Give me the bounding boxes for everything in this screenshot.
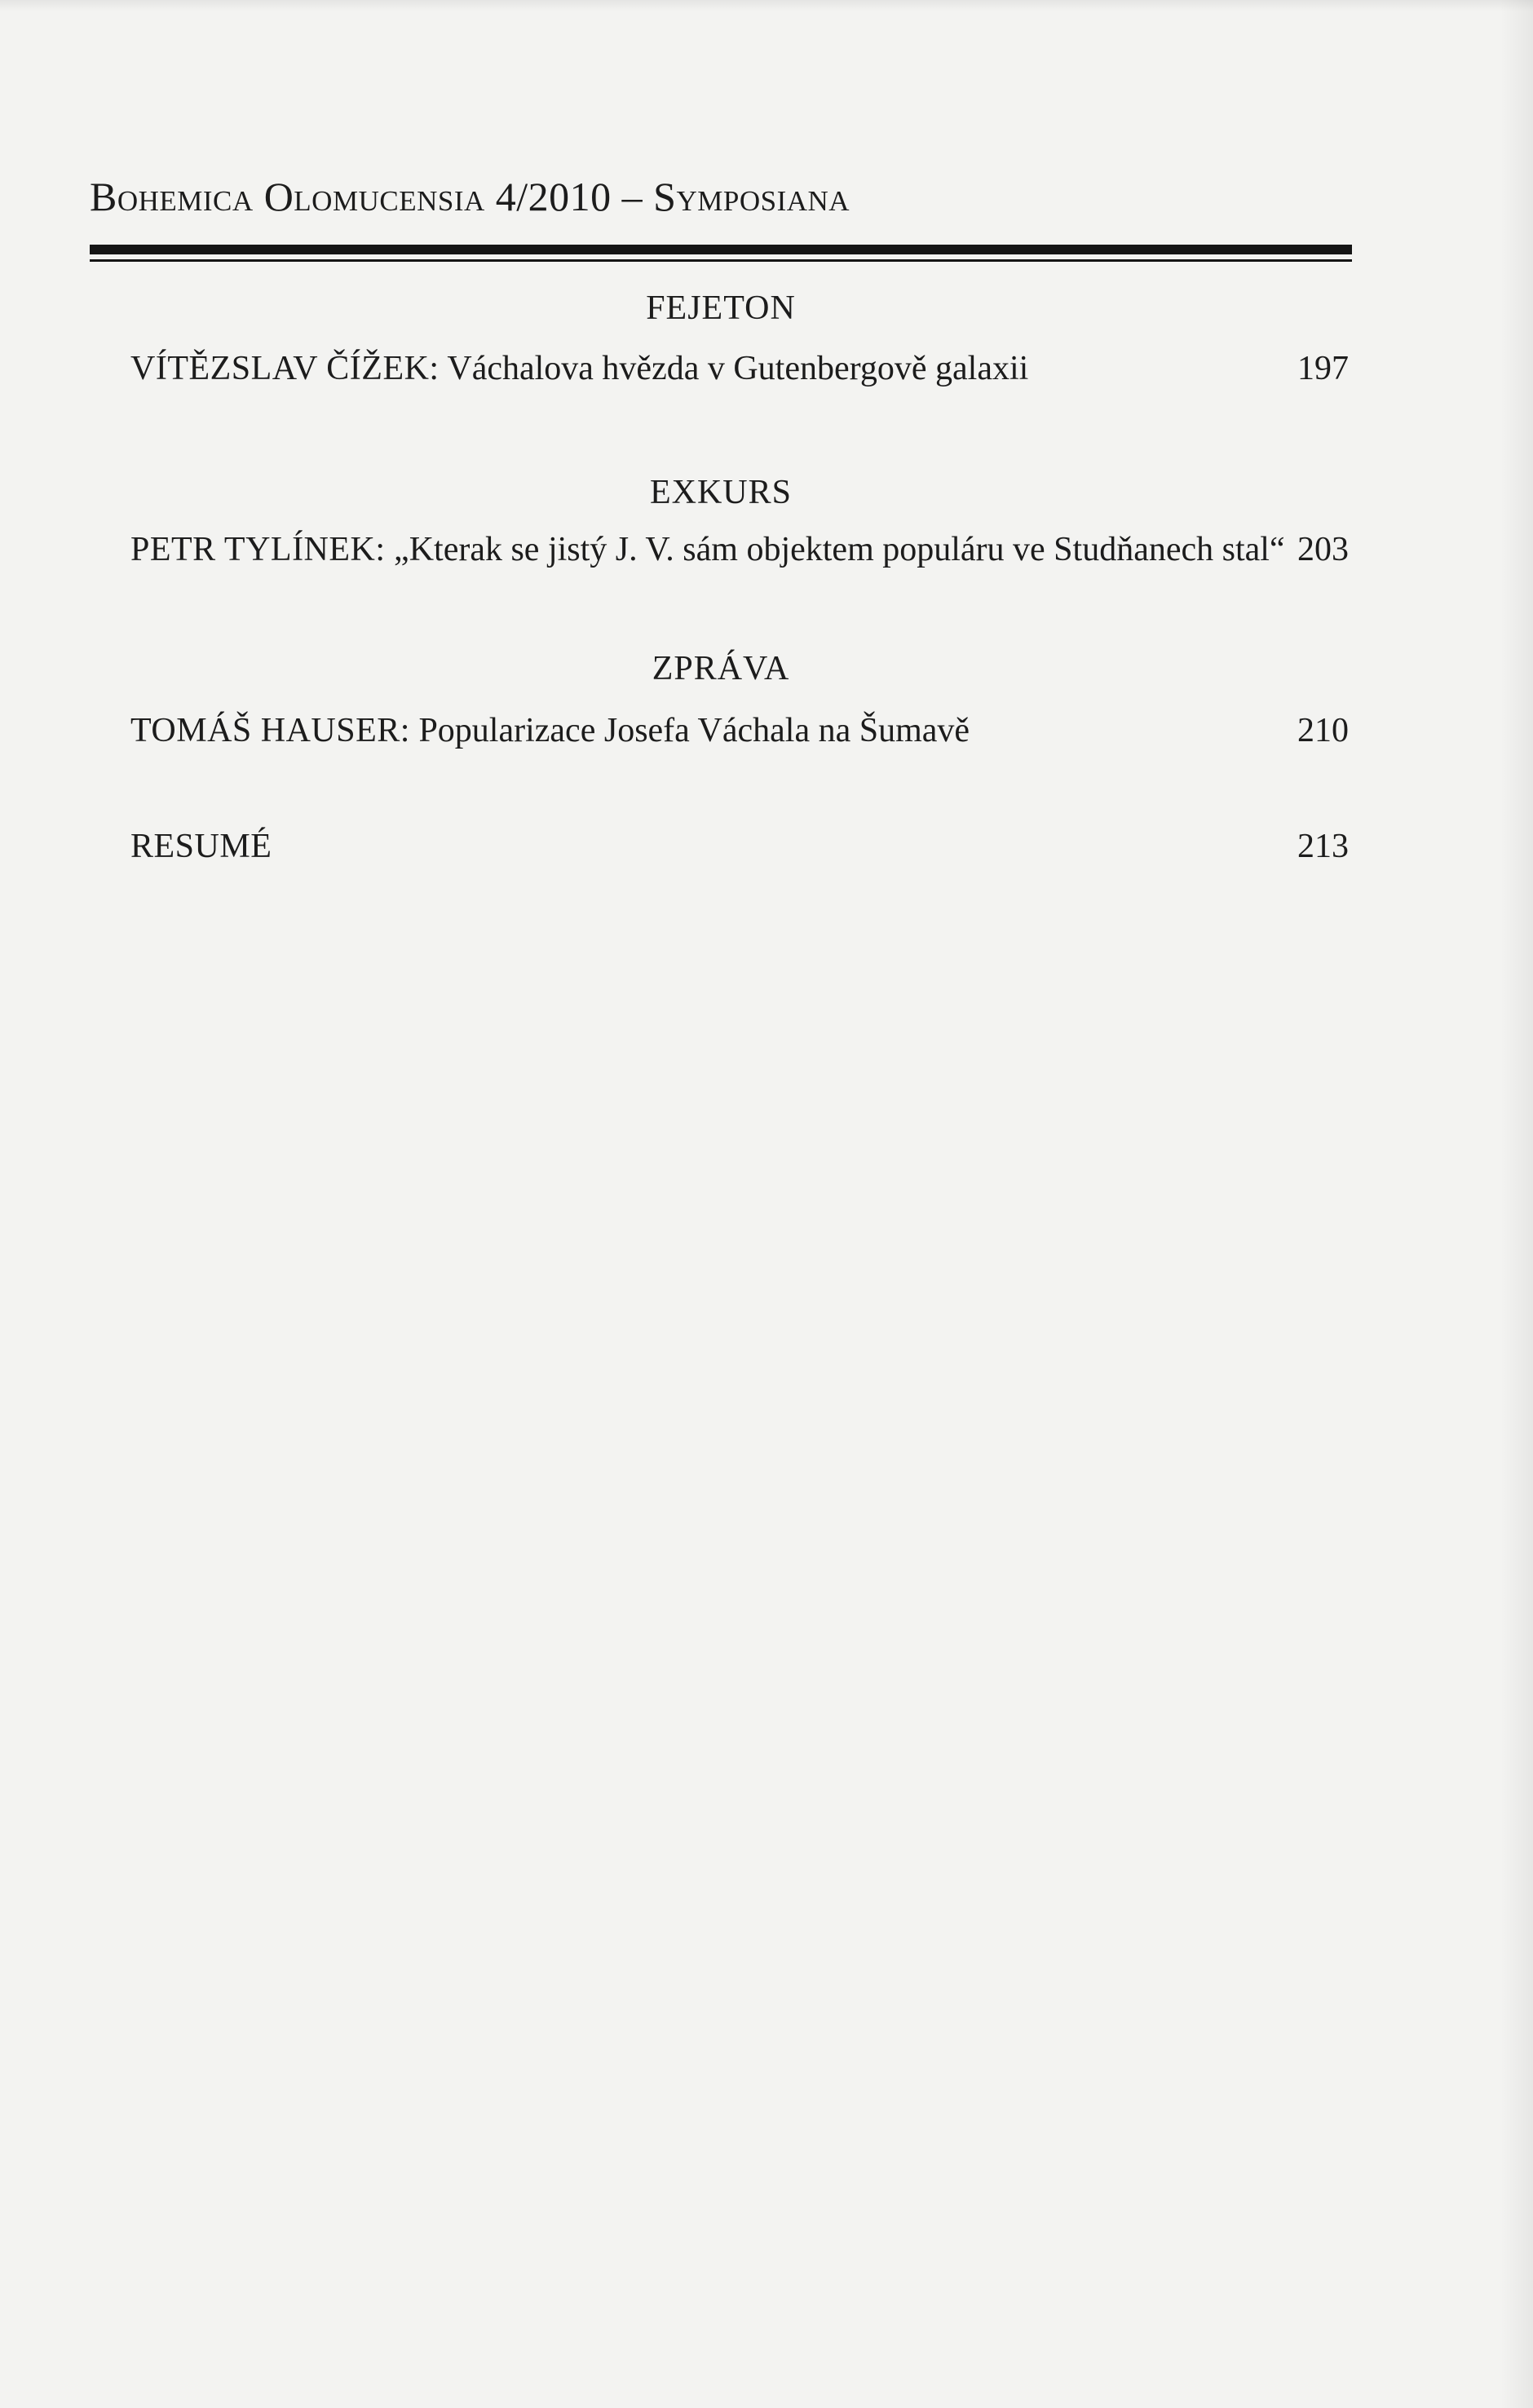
entry-author: TOMÁŠ HAUSER: [130, 712, 410, 749]
entry-author: PETR TYLÍNEK: [130, 531, 386, 568]
section-heading-zprava: ZPRÁVA [652, 650, 790, 687]
issue-number: 4/2010 [495, 174, 612, 219]
toc-entry-exkurs[interactable] [130, 530, 1349, 569]
entry-author: VÍTĚZSLAV ČÍŽEK: [130, 350, 440, 387]
toc-entry-zprava[interactable] [130, 711, 1349, 750]
resume-label: RESUMÉ [130, 828, 272, 865]
journal-name-part2: Olomucensia [263, 174, 485, 219]
section-heading-fejeton: FEJETON [646, 289, 796, 327]
toc-entry-fejeton[interactable] [130, 349, 1349, 388]
entry-page-number: 210 [1297, 712, 1349, 749]
page-edge-shadow-top [0, 0, 1533, 11]
header-rule-thin [90, 259, 1352, 262]
entry-page-number: 203 [1297, 531, 1349, 568]
journal-name-part1: Bohemica [90, 174, 254, 219]
toc-entry-resume[interactable] [130, 827, 1349, 866]
entry-page-number: 197 [1297, 350, 1349, 387]
entry-title: Váchalova hvězda v Gutenbergově galaxii [447, 350, 1029, 387]
series-name: Symposiana [653, 174, 850, 219]
header-dash: – [621, 174, 643, 219]
page-edge-shadow-right [1500, 0, 1533, 2408]
running-header [90, 173, 850, 220]
section-heading-exkurs: EXKURS [649, 474, 793, 511]
resume-page-number: 213 [1297, 828, 1349, 865]
entry-title: Popularizace Josefa Váchala na Šumavě [418, 712, 970, 749]
entry-title: „Kterak se jistý J. V. sám objektem populáru ve Studňanech stal“ [394, 531, 1285, 568]
header-rule-thick [90, 245, 1352, 254]
